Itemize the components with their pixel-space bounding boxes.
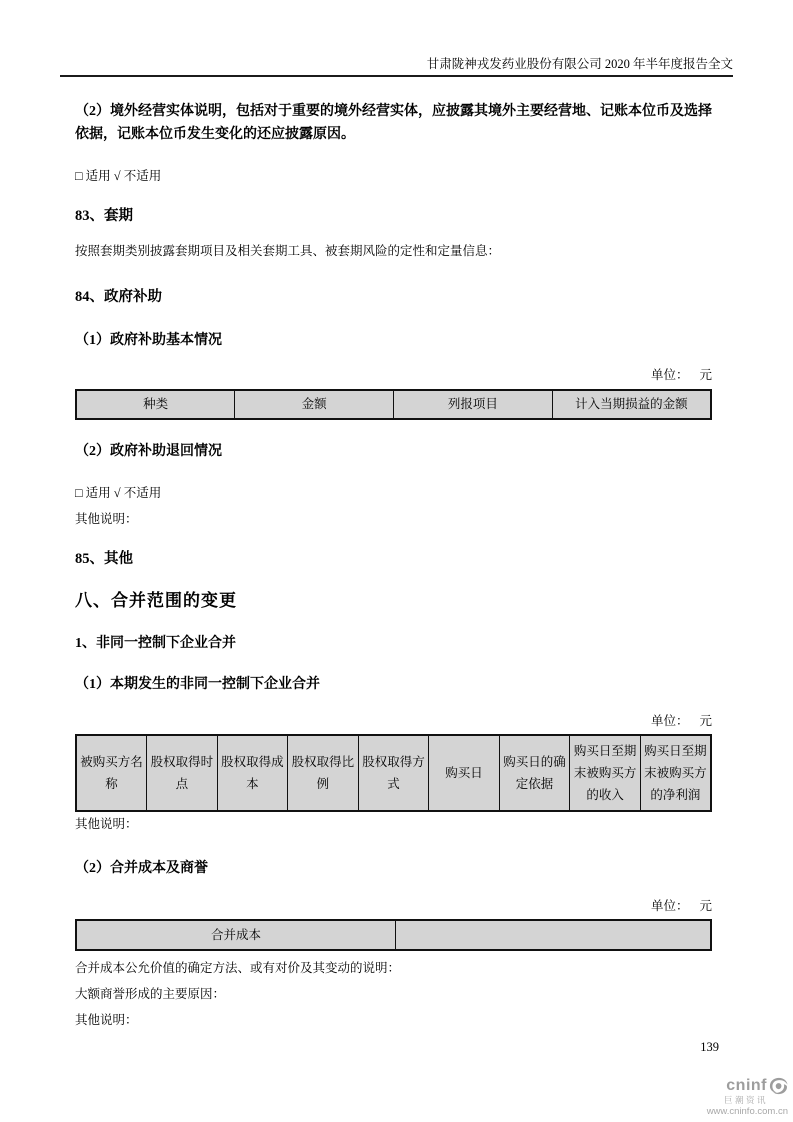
header-title: 甘肃陇神戎发药业股份有限公司 2020 年半年度报告全文 — [426, 57, 733, 71]
applicable-checkbox-line-2: □ 适用 √ 不适用 — [75, 486, 162, 500]
unit-label-3 — [75, 898, 712, 914]
unit-label-text: 单位： — [650, 899, 689, 913]
unit-value-text: 元 — [699, 714, 712, 728]
subsidy-col-amount: 金额 — [235, 390, 394, 419]
page-number: 139 — [700, 1040, 719, 1054]
merger-table — [75, 734, 712, 812]
merge-cost-header-cell: 合并成本 — [76, 920, 395, 950]
heading-8-1-1-current-period-merger: （1）本期发生的非同一控制下企业合并 — [75, 677, 320, 692]
goodwill-reason-note: 大额商誉形成的主要原因： — [75, 987, 226, 1001]
document-header — [60, 56, 733, 77]
overseas-entity-paragraph: （2）境外经营实体说明，包括对于重要的境外经营实体，应披露其境外主要经营地、记账本位币及选择依据，记账本位币发生变化的还应披露原因。 — [75, 104, 712, 142]
merger-col-equity-ratio: 股权取得比例 — [288, 735, 359, 811]
unit-label-text: 单位： — [650, 368, 689, 382]
merger-col-equity-method: 股权取得方式 — [358, 735, 429, 811]
table-header-row — [76, 735, 711, 811]
heading-85-other: 85、其他 — [75, 551, 133, 567]
heading-8-consolidation-scope: 八、合并范围的变更 — [75, 591, 237, 610]
merger-col-purchase-date: 购买日 — [429, 735, 500, 811]
merger-col-revenue: 购买日至期末被购买方的收入 — [570, 735, 641, 811]
table-header-row — [76, 390, 711, 419]
heading-83-hedging: 83、套期 — [75, 208, 133, 224]
unit-label-text: 单位： — [650, 714, 689, 728]
merger-col-equity-time: 股权取得时点 — [147, 735, 218, 811]
merge-cost-table — [75, 919, 712, 951]
unit-label-2 — [75, 713, 712, 729]
table-header-row — [76, 920, 711, 950]
merger-col-net-profit: 购买日至期末被购买方的净利润 — [640, 735, 711, 811]
cninfo-watermark — [696, 1077, 788, 1118]
applicable-checkbox-line-1: □ 适用 √ 不适用 — [75, 169, 162, 183]
cninfo-url: www.cninfo.com.cn — [706, 1106, 788, 1117]
merger-col-equity-cost: 股权取得成本 — [217, 735, 288, 811]
other-note-3: 其他说明： — [75, 1013, 138, 1027]
unit-label-1 — [75, 367, 712, 383]
cninfo-brand-text: cninf — [726, 1077, 767, 1094]
heading-84-government-subsidy: 84、政府补助 — [75, 289, 162, 305]
cninfo-chinese-name: 巨潮资讯 — [723, 1095, 768, 1105]
heading-8-2-merge-cost-goodwill: （2）合并成本及商誉 — [75, 861, 208, 876]
merger-col-date-basis: 购买日的确定依据 — [499, 735, 570, 811]
subsidy-col-pl-amount: 计入当期损益的金额 — [552, 390, 711, 419]
hedge-disclosure-text: 按照套期类别披露套期项目及相关套期工具、被套期风险的定性和定量信息： — [75, 244, 501, 258]
unit-value-text: 元 — [699, 899, 712, 913]
subsidy-table — [75, 389, 712, 420]
heading-84-2-subsidy-return: （2）政府补助退回情况 — [75, 444, 222, 459]
heading-84-1-subsidy-basic: （1）政府补助基本情况 — [75, 333, 222, 348]
other-note-2: 其他说明： — [75, 817, 138, 831]
cninfo-brand-row — [696, 1077, 788, 1095]
subsidy-col-item: 列报项目 — [394, 390, 553, 419]
heading-8-1-non-common-control: 1、非同一控制下企业合并 — [75, 636, 236, 651]
merge-cost-fair-value-note: 合并成本公允价值的确定方法、或有对价及其变动的说明： — [75, 961, 401, 975]
subsidy-col-type: 种类 — [76, 390, 235, 419]
cninfo-swirl-icon — [768, 1077, 788, 1095]
merge-cost-value-cell — [395, 920, 711, 950]
other-note-1: 其他说明： — [75, 512, 138, 526]
unit-value-text: 元 — [699, 368, 712, 382]
merger-col-acquiree-name: 被购买方名称 — [76, 735, 147, 811]
